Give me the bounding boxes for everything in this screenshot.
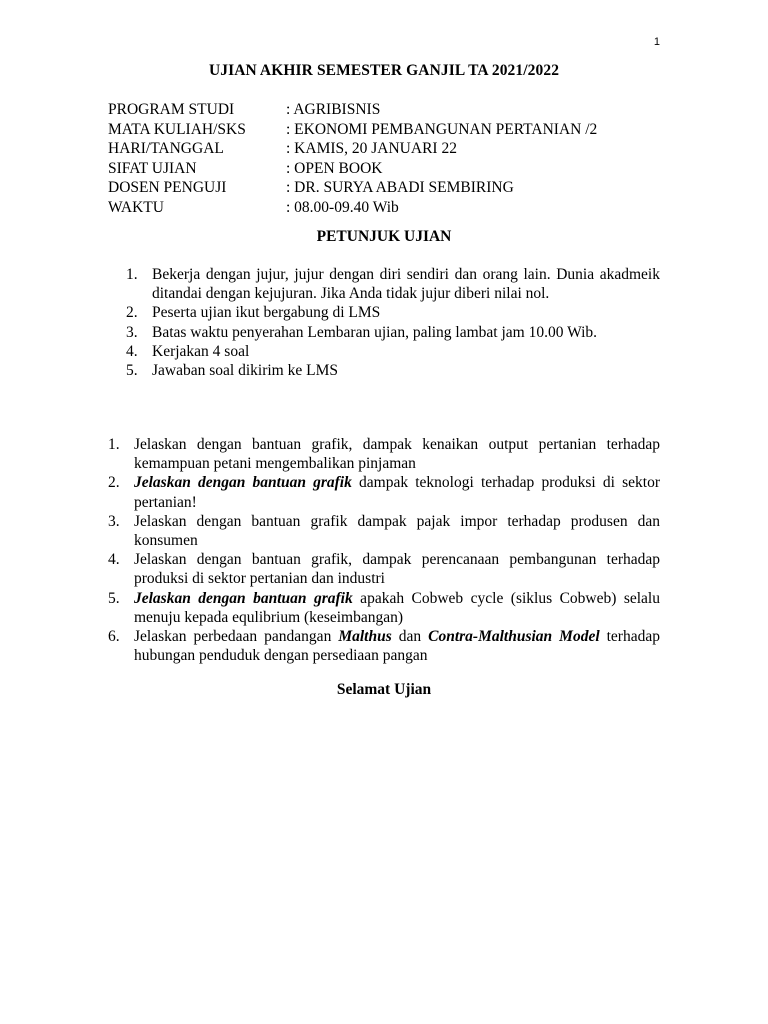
info-label: MATA KULIAH/SKS [108, 120, 246, 138]
instructions-title: PETUNJUK UJIAN [316, 228, 452, 245]
list-item-number: 2. [126, 304, 138, 322]
info-label: WAKTU [108, 198, 164, 216]
info-row-program [108, 100, 597, 120]
page-number: 1 [653, 36, 660, 48]
question-text: apakah Cobweb cycle (siklus Cobweb) selalu menuju kepada equlibrium (keseimbangan) [134, 589, 660, 626]
question-number: 1. [108, 436, 120, 453]
question-item [108, 627, 660, 665]
list-item-number: 3. [126, 323, 138, 341]
question-number: 2. [108, 474, 120, 492]
list-item [108, 323, 660, 342]
question-number: 5. [108, 589, 120, 607]
question-item [108, 512, 660, 550]
list-item-text: Kerjakan 4 soal [152, 342, 250, 360]
question-number: 6. [108, 628, 120, 646]
info-value: : AGRIBISNIS [286, 101, 381, 118]
list-item [108, 342, 660, 361]
info-row-course [108, 120, 597, 140]
info-label: PROGRAM STUDI [108, 101, 235, 118]
info-label: HARI/TANGGAL [108, 140, 224, 157]
question-item [108, 473, 660, 511]
list-item [108, 361, 660, 380]
list-item [108, 303, 660, 322]
list-item [108, 265, 660, 303]
question-text: Jelaskan dengan bantuan grafik, dampak perencanaan pembangunan terhadap produksi di sektor pertanian dan industri [134, 551, 660, 588]
info-label: DOSEN PENGUJI [108, 179, 227, 196]
list-item-number: 1. [126, 266, 138, 283]
info-row-examiner [108, 178, 597, 198]
info-label: SIFAT UJIAN [108, 159, 197, 177]
question-item [108, 550, 660, 588]
question-emphasis: Contra-Malthusian Model [428, 628, 600, 646]
question-item [108, 435, 660, 473]
exam-info-table [108, 100, 597, 217]
info-value: : 08.00-09.40 Wib [286, 198, 399, 216]
info-row-time [108, 198, 597, 218]
instructions-list [108, 265, 660, 380]
list-item-text: Peserta ujian ikut bergabung di LMS [152, 304, 381, 322]
info-row-exam-type [108, 159, 597, 179]
list-item-number: 5. [126, 362, 138, 380]
question-text: terhadap hubungan penduduk dengan persediaan pangan [134, 628, 660, 665]
question-number: 4. [108, 551, 120, 569]
list-item-text: Jawaban soal dikirim ke LMS [152, 362, 338, 380]
info-value: : KAMIS, 20 JANUARI 22 [286, 140, 457, 157]
info-value: : OPEN BOOK [286, 159, 383, 177]
question-text: dan [391, 628, 429, 646]
closing-text: Selamat Ujian [336, 681, 432, 698]
question-text: Jelaskan dengan bantuan grafik, dampak kenaikan output pertanian terhadap kemampuan petani mengembalikan pinjaman [134, 436, 660, 473]
info-value: : EKONOMI PEMBANGUNAN PERTANIAN /2 [286, 120, 598, 138]
info-row-date [108, 139, 597, 159]
question-emphasis: Jelaskan dengan bantuan grafik [134, 589, 353, 607]
questions-list [108, 435, 660, 665]
question-text: dampak teknologi terhadap produksi di sektor pertanian! [134, 474, 660, 511]
exam-title: UJIAN AKHIR SEMESTER GANJIL TA 2021/2022 [208, 62, 560, 79]
list-item-number: 4. [126, 342, 138, 360]
info-value: : DR. SURYA ABADI SEMBIRING [286, 179, 514, 196]
question-number: 3. [108, 512, 120, 530]
list-item-text: Batas waktu penyerahan Lembaran ujian, paling lambat jam 10.00 Wib. [152, 323, 598, 341]
question-text: Jelaskan dengan bantuan grafik dampak pajak impor terhadap produsen dan konsumen [134, 512, 660, 550]
question-emphasis: Jelaskan dengan bantuan grafik [134, 474, 352, 492]
question-item [108, 589, 660, 627]
question-emphasis: Malthus [338, 628, 392, 646]
question-text: Jelaskan perbedaan pandangan [134, 628, 339, 646]
list-item-text: Bekerja dengan jujur, jujur dengan diri sendiri dan orang lain. Dunia akadmeik ditandai dengan kejujuran. Jika Anda tidak jujur diberi nilai nol. [152, 266, 660, 303]
